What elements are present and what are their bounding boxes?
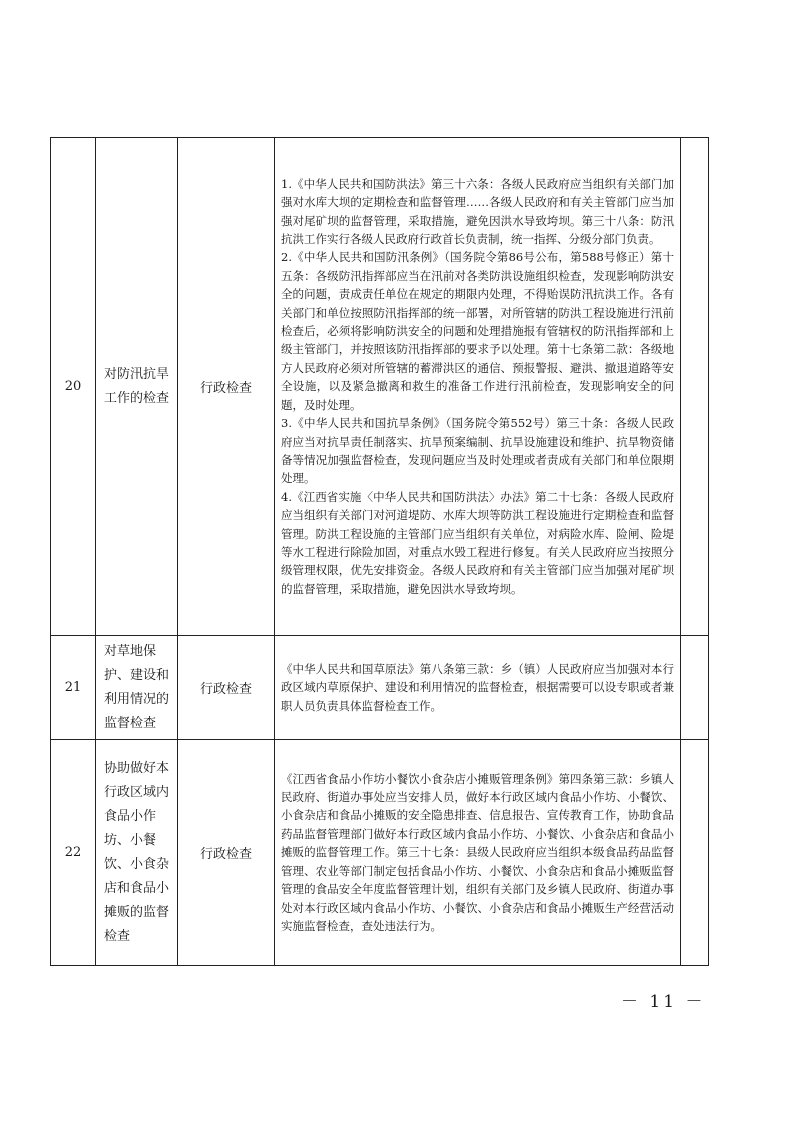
item-category: 行政检查	[178, 636, 275, 740]
note-cell	[681, 636, 709, 740]
legal-basis-paragraph: 4.《江西省实施〈中华人民共和国防洪法〉办法》第二十七条：各级人民政府应当组织有关部门对河道堤防、水库大坝等防洪工程设施进行定期检查和监督管理。防洪工程设施的主管部门应当组织有关单位，对病险水库、险闸、险堤等水工程进行除险加固，对重点水毁工程进行修复。有关人民政府应当按照分级管理权限，优先安排资金。各级人民政府和有关主管部门应当加强对尾矿坝的监督管理，采取措施，避免因洪水导致垮坝。	[281, 489, 674, 596]
item-name: 协助做好本行政区域内食品小作坊、小餐饮、小食杂店和食品小摊贩的监督检查	[96, 740, 178, 966]
row-number: 20	[51, 138, 96, 636]
legal-basis-paragraph: 3.《中华人民共和国抗旱条例》（国务院令第552号）第三十条：各级人民政府应当对抗旱责任制落实、抗旱预案编制、抗旱设施建设和维护、抗旱物资储备等情况加强监督检查，发现问题应当及时处理或者责成有关部门和单位限期处理。	[281, 416, 674, 486]
legal-basis-cell	[275, 636, 681, 740]
legal-basis-paragraph: 2.《中华人民共和国防汛条例》（国务院令第86号公布，第588号修正）第十五条：各级防汛指挥部应当在汛前对各类防洪设施组织检查，发现影响防洪安全的问题，责成责任单位在规定的期限内处理，不得贻误防汛抗洪工作。各有关部门和单位按照防汛指挥部的统一部署，对所管辖的防洪工程设施进行汛前检查后，必须将影响防洪安全的问题和处理措施报有管辖权的防汛指挥部和上级主管部门，并按照该防汛指挥部的要求予以处理。第十七条第二款：各级地方人民政府必须对所管辖的蓄滞洪区的通信、预报警报、避洪、撤退道路等安全设施，以及紧急撤离和救生的准备工作进行汛前检查，发现影响安全的问题，及时处理。	[281, 250, 674, 412]
page-number: － 11 －	[621, 992, 706, 1012]
legal-basis-paragraph: 1.《中华人民共和国防洪法》第三十六条：各级人民政府应当组织有关部门加强对水库大坝的定期检查和监督管理……各级人民政府和有关主管部门应当加强对尾矿坝的监督管理，采取措施，避免因洪水导致垮坝。第三十八条：防汛抗洪工作实行各级人民政府行政首长负责制，统一指挥、分级分部门负责。	[281, 176, 674, 247]
note-cell	[681, 138, 709, 636]
table-row	[51, 740, 709, 966]
powers-table	[50, 137, 709, 966]
note-cell	[681, 740, 709, 966]
item-category: 行政检查	[178, 740, 275, 966]
item-name: 对防汛抗旱工作的检查	[96, 138, 178, 636]
legal-basis-paragraph: 《江西省食品小作坊小餐饮小食杂店小摊贩管理条例》第四条第三款：乡镇人民政府、街道办事处应当安排人员，做好本行政区域内食品小作坊、小餐饮、小食杂店和食品小摊贩的安全隐患排查、信息报告、宣传教育工作，协助食品药品监督管理部门做好本行政区域内食品小作坊、小餐饮、小食杂店和食品小摊贩的监督管理工作。第三十七条：县级人民政府应当组织本级食品药品监督管理、农业等部门制定包括食品小作坊、小餐饮、小食杂店和食品小摊贩监督管理的食品安全年度监督管理计划，组织有关部门及乡镇人民政府、街道办事处对本行政区域内食品小作坊、小餐饮、小食杂店和食品小摊贩生产经营活动实施监督检查，查处违法行为。	[281, 771, 674, 933]
legal-basis-cell	[275, 138, 681, 636]
table-row	[51, 138, 709, 636]
row-number: 21	[51, 636, 96, 740]
legal-basis-paragraph: 《中华人民共和国草原法》第八条第三款：乡（镇）人民政府应当加强对本行政区域内草原保护、建设和利用情况的监督检查，根据需要可以设专职或者兼职人员负责具体监督检查工作。	[281, 661, 674, 713]
item-category: 行政检查	[178, 138, 275, 636]
legal-basis-cell	[275, 740, 681, 966]
item-name: 对草地保护、建设和利用情况的监督检查	[96, 636, 178, 740]
table-row	[51, 636, 709, 740]
row-number: 22	[51, 740, 96, 966]
